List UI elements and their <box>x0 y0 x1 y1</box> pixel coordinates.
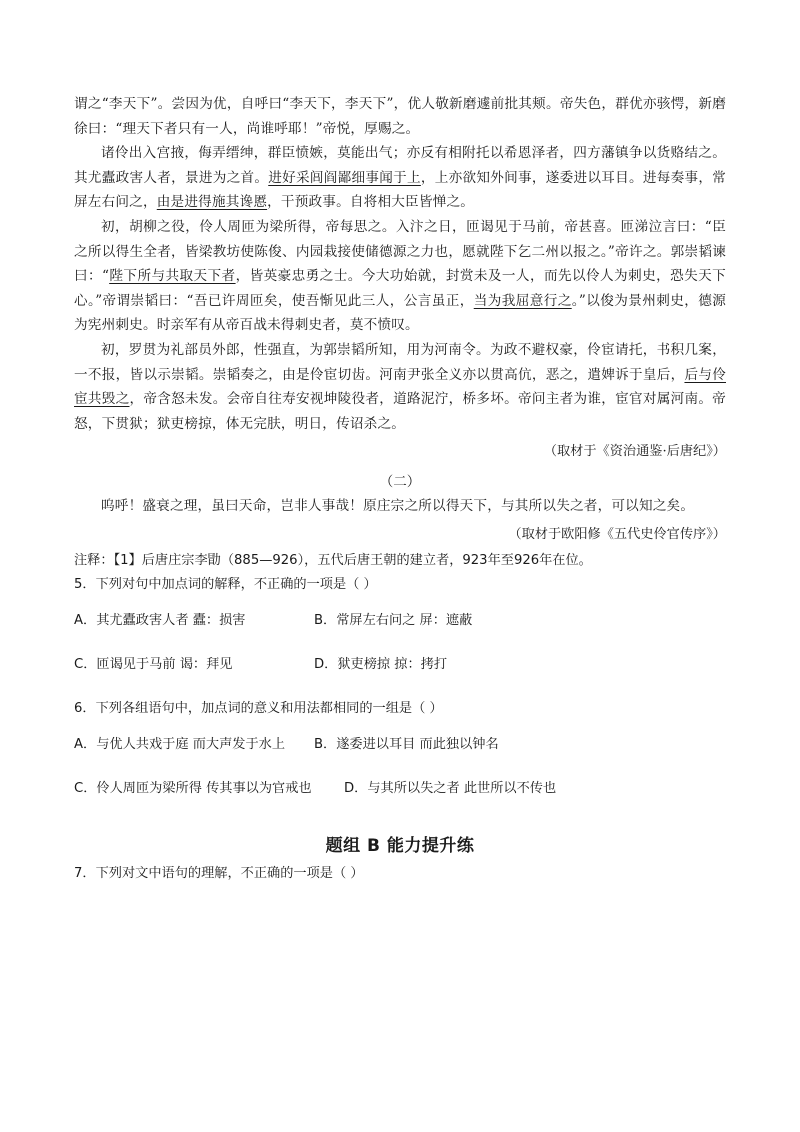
passage-source-1: （取材于《资治通鉴·后唐纪》） <box>543 444 726 460</box>
underlined-sentence: 进好采闾阎鄙细事闻于上 <box>268 169 421 186</box>
footnote: 注释：【1】后唐庄宗李勖（885—926），五代后唐王朝的建立者，923年至926年在位。 <box>74 552 592 568</box>
question-6-stem: 6．下列各组语句中，加点词的意义和用法都相同的一组是（ ） <box>74 700 443 716</box>
section-heading: 题组 B 能力提升练 <box>325 835 475 856</box>
passage-paragraph-4: 初，罗贯为礼部员外郎，性强直，为郭崇韬所知，用为河南令。为政不避权豪，伶宦请托，书积几案，一不报，皆以示崇韬。崇韬奏之，由是伶宦切齿。河南尹张全义亦以贯高伉，恶之，遣婢诉于皇后，后与伶宦共毁之，帝含怒未发。会帝自往寿安视坤陵役者，道路泥泞，桥多坏。帝问主者为谁，宦官对属河南。帝怒，下贯狱；狱吏榜掠，体无完肤，明日，传诏杀之。 <box>74 341 726 432</box>
document-page <box>74 92 726 886</box>
question-5-options-row-1 <box>74 609 726 633</box>
question-5-options-row-2 <box>74 653 726 677</box>
part-two-label: （二） <box>379 474 421 491</box>
question-5-stem: 5．下列对句中加点词的解释，不正确的一项是（ ） <box>74 576 377 592</box>
option-a[interactable]: A．其尤蠹政害人者 蠹：损害 <box>74 612 246 628</box>
underlined-sentence: 由是进得施其谗慝 <box>156 194 268 211</box>
underlined-sentence: 后与伶宦共毁之 <box>74 366 726 408</box>
passage-paragraph-3: 初，胡柳之役，伶人周匝为梁所得，帝每思之。入汴之日，匝谒见于马前，帝甚喜。匝涕泣言曰：“臣之所以得生全者，皆梁教坊使陈俊、内园栽接使储德源之力也，愿就陛下乞二州以报之。”帝许之。郭崇韬谏曰：“陛下所与共取天下者，皆英豪忠勇之士。今大功始就，封赏未及一人，而先以伶人为刺史，恐失天下心。”帝谓崇韬曰：“吾已许周匝矣，使吾惭见此三人，公言虽正，当为我屈意行之。”以俊为景州刺史，德源为宪州刺史。时亲军有从帝百战未得刺史者，莫不愤叹。 <box>74 218 726 334</box>
question-6-options-row-1 <box>74 733 726 757</box>
question-6-options-row-2 <box>74 777 726 801</box>
option-b[interactable]: B．常屏左右问之 屏：遮蔽 <box>314 612 473 628</box>
passage-paragraph-1: 谓之“李天下”。尝因为优，自呼曰“李天下，李天下”，优人敬新磨遽前批其颊。帝失色，群优亦骇愕，新磨徐曰：“理天下者只有一人，尚谁呼耶！”帝悦，厚赐之。 <box>74 96 726 137</box>
question-7-stem: 7．下列对文中语句的理解，不正确的一项是（ ） <box>74 865 364 881</box>
passage-paragraph-2: 诸伶出入宫掖，侮弄缙绅，群臣愤嫉，莫能出气；亦反有相附托以希恩泽者，四方藩镇争以货赂结之。其尤蠹政害人者，景进为之首。进好采闾阎鄙细事闻于上，上亦欲知外间事，遂委进以耳目。进每奏事，常屏左右问之，由是进得施其谗慝，干预政事。自将相大臣皆惮之。 <box>74 145 726 211</box>
option-d[interactable]: D．与其所以失之者 此世所以不传也 <box>344 780 557 796</box>
option-a[interactable]: A．与优人共戏于庭 而大声发于水上 <box>74 736 286 752</box>
passage-paragraph-5: 呜呼！盛衰之理，虽曰天命，岂非人事哉！原庄宗之所以得天下，与其所以失之者，可以知之矣。 <box>101 498 695 515</box>
option-d[interactable]: D．狱吏榜掠 掠：拷打 <box>314 656 448 672</box>
option-c[interactable]: C．伶人周匝为梁所得 传其事以为官戒也 <box>74 780 312 796</box>
underlined-sentence: 当为我屈意行之 <box>473 292 572 309</box>
underlined-sentence: 陛下所与共取天下者 <box>109 268 236 285</box>
passage-source-2: （取材于欧阳修《五代史伶官传序》） <box>508 526 726 542</box>
option-c[interactable]: C．匝谒见于马前 谒：拜见 <box>74 656 233 672</box>
option-b[interactable]: B．遂委进以耳目 而此独以钟名 <box>314 736 499 752</box>
